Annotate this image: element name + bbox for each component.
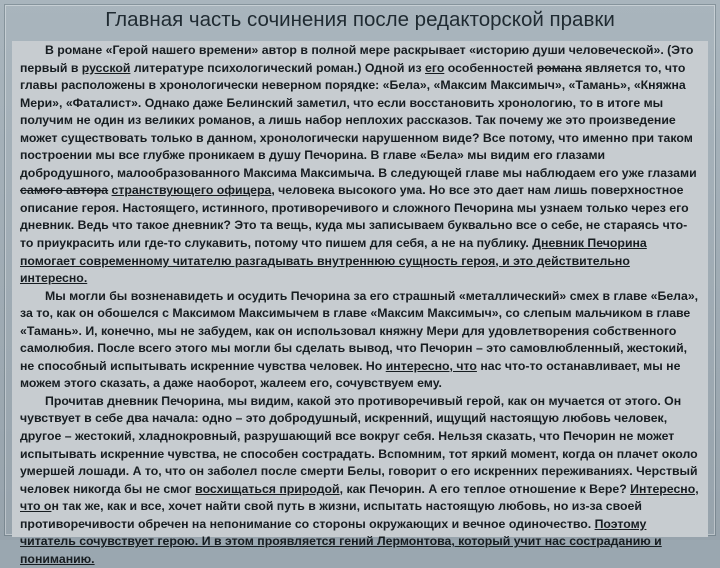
slide-title: Главная часть сочинения после редакторской правки (105, 8, 615, 31)
underlined-text: Интересно, что о (20, 481, 699, 514)
underlined-text: восхищаться природой (195, 481, 340, 496)
underlined-text: странствующего офицера (111, 183, 272, 198)
text-run: , человека высокого ума. Но все это дает нам лишь поверхностное описание героя. Настоящего, истинного, противоречивого и сложного Печорина мы узнаем только через его дневник. Ведь что такое дневник? Это та вещь, куда мы записываем буквально все о себе, не стараясь что-то приукрасить или где-то слукавить, потому что пишем для себя, а не на публику. (20, 183, 689, 251)
essay-text-block (12, 41, 708, 566)
essay-paragraph-2 (20, 288, 700, 393)
text-run: нас что-то останавливает, мы не можем этого сказать, а даже наоборот, жалеем его, сочувствуем ему. (20, 358, 681, 391)
underlined-text: русской (81, 60, 131, 75)
text-run: , как Печорин. А его теплое отношение к Вере? (339, 481, 631, 496)
essay-paragraph-3 (20, 393, 700, 568)
text-run: Прочитав дневник Печорина, мы видим, какой это противоречивый герой, как он мучается от этого. Он чувствует в себе два начала: одно – это добродушный, искренний, ищущий настоящую любовь человек, другое – жестокий, хладнокровный, разрушающий все вокруг себя. Нельзя сказать, что Печорин не может испытывать искренние чувства, не способен сострадать. Вспомним, тот яркий момент, когда он плачет около умершей лошади. А то, что он заболел после смерти Белы, говорит о его искренних переживаниях. Черствый человек никогда бы не смог (20, 393, 698, 496)
underlined-text: интересно, что (385, 358, 477, 373)
underlined-text: его (425, 60, 445, 75)
struck-text: романа (536, 60, 582, 75)
text-run: В романе «Герой нашего времени» автор в полной мере раскрывает «историю души человеческой». (Это первый в (20, 43, 694, 75)
text-run: литературе психологический роман.) Одной из (130, 60, 426, 75)
text-run: н так же, как и все, хочет найти свой путь в жизни, испытать настоящую любовь, но из-за своей противоречивости обречен на непонимание со стороны окружающих и вечное одиночество. (20, 499, 642, 531)
text-run: особенностей (444, 60, 537, 75)
underlined-text: Дневник Печорина помогает современному читателю разгадывать внутреннюю сущность героя, и это действительно интересно. (20, 236, 647, 286)
essay-paragraph-1 (20, 42, 700, 288)
text-run: Мы могли бы возненавидеть и осудить Печорина за его страшный «металлический» смех в главе «Бела», за то, как он обошелся с Максимом Максимычем в главе «Максим Максимыч», со слепым мальчиком в главе «Тамань». И, конечно, мы не забудем, как он использовал княжну Мери для удовлетворения собственного самолюбия. После всего этого мы могли бы сделать вывод, что Печорин – это самовлюбленный, жестокий, не способный испытывать искренние чувства человек. Но (20, 288, 699, 373)
underlined-text: Поэтому читатель сочувствует герою. И в этом проявляется гений Лермонтова, который учит нас состраданию и пониманию. (20, 516, 662, 566)
struck-text: самого автора (20, 183, 109, 198)
text-run: является то, что главы расположены в хронологически неверном порядке: «Бела», «Максим Максимыч», «Тамань», «Княжна Мери», «Фаталист». Однако даже Белинский заметил, что если восстановить хронологию, то в итоге мы получим не один из великих романов, а лишь набор неплохих рассказов. Так почему же это произведение может существовать только в данном, хронологически нарушенном виде? Все потому, что именно при таком построении мы все глубже проникаем в душу Печорина. В главе «Бела» мы видим его глазами добродушного, малообразованного Максима Максимыча. В следующей главе мы наблюдаем его уже глазами (20, 60, 697, 180)
